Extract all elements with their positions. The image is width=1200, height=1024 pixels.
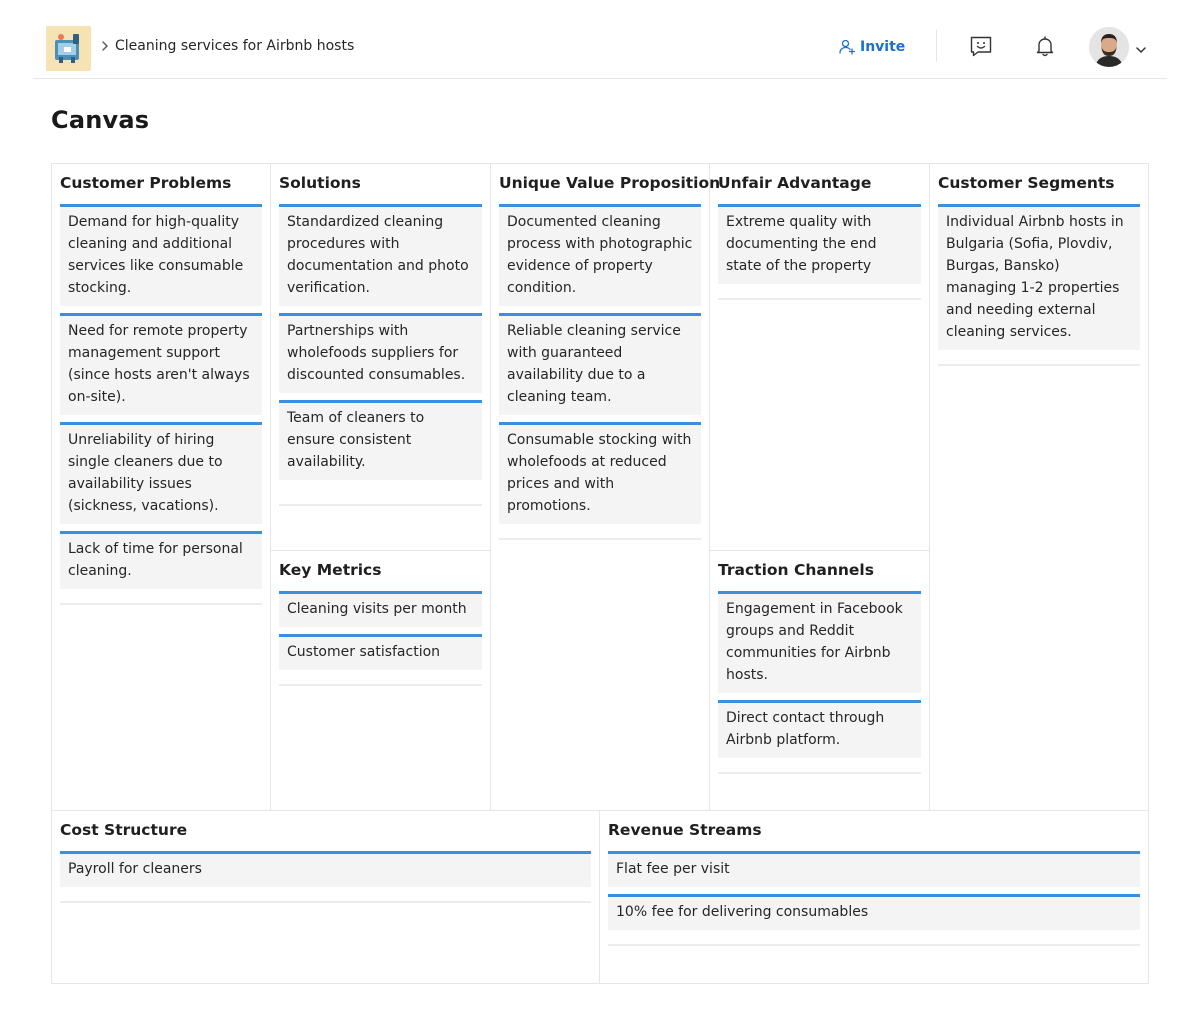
sticky-note[interactable]: Standardized cleaning procedures with documentation and photo verification. bbox=[279, 204, 482, 306]
sticky-note[interactable]: Direct contact through Airbnb platform. bbox=[718, 700, 921, 758]
sticky-note[interactable]: Partnerships with wholefoods suppliers for discounted consumables. bbox=[279, 313, 482, 393]
user-photo-icon bbox=[1089, 27, 1129, 67]
invite-label: Invite bbox=[860, 39, 906, 55]
block-cost-structure bbox=[52, 811, 599, 903]
block-title: Customer Problems bbox=[60, 174, 232, 192]
note-list bbox=[718, 591, 921, 774]
sticky-note[interactable]: Documented cleaning process with photographic evidence of property condition. bbox=[499, 204, 701, 306]
page-title: Canvas bbox=[51, 106, 150, 134]
note-list bbox=[499, 204, 701, 540]
block-customer-segments bbox=[930, 164, 1148, 366]
sticky-note[interactable]: Cleaning visits per month bbox=[279, 591, 482, 627]
project-thumbnail[interactable] bbox=[46, 26, 91, 71]
block-unfair-advantage bbox=[710, 164, 929, 300]
sticky-note[interactable]: Reliable cleaning service with guaranteed availability due to a cleaning team. bbox=[499, 313, 701, 415]
sticky-note[interactable]: Unreliability of hiring single cleaners due to availability issues (sickness, vacations). bbox=[60, 422, 262, 524]
note-list bbox=[279, 204, 482, 506]
sticky-note[interactable]: Demand for high-quality cleaning and additional services like consumable stocking. bbox=[60, 204, 262, 306]
block-title: Revenue Streams bbox=[608, 821, 762, 839]
note-list bbox=[60, 851, 591, 903]
breadcrumb-chevron-icon bbox=[98, 38, 112, 54]
block-title: Traction Channels bbox=[718, 561, 874, 579]
block-title: Customer Segments bbox=[938, 174, 1115, 192]
project-illustration-icon bbox=[46, 26, 91, 71]
account-menu-chevron-down-icon[interactable] bbox=[1134, 41, 1148, 53]
sticky-note[interactable]: Flat fee per visit bbox=[608, 851, 1140, 887]
sticky-note[interactable]: Customer satisfaction bbox=[279, 634, 482, 670]
block-key-metrics bbox=[271, 551, 490, 686]
note-list bbox=[279, 591, 482, 686]
add-user-icon bbox=[838, 38, 856, 56]
sticky-note[interactable]: Consumable stocking with wholefoods at reduced prices and with promotions. bbox=[499, 422, 701, 524]
sticky-note[interactable]: Team of cleaners to ensure consistent availability. bbox=[279, 400, 482, 480]
block-revenue-streams bbox=[600, 811, 1148, 946]
breadcrumb-project-title[interactable]: Cleaning services for Airbnb hosts bbox=[115, 38, 355, 54]
sticky-note[interactable]: Extreme quality with documenting the end state of the property bbox=[718, 204, 921, 284]
top-bar bbox=[33, 0, 1167, 79]
sticky-note[interactable]: Engagement in Facebook groups and Reddit communities for Airbnb hosts. bbox=[718, 591, 921, 693]
feedback-smiley-icon bbox=[969, 34, 993, 58]
sticky-note[interactable]: Lack of time for personal cleaning. bbox=[60, 531, 262, 589]
block-traction-channels bbox=[710, 551, 929, 774]
note-list bbox=[60, 204, 262, 605]
note-list bbox=[718, 204, 921, 300]
sticky-note[interactable]: Individual Airbnb hosts in Bulgaria (Sofia, Plovdiv, Burgas, Bansko) managing 1-2 properties and needing external cleaning services. bbox=[938, 204, 1140, 350]
block-title: Cost Structure bbox=[60, 821, 188, 839]
block-title: Unique Value Proposition bbox=[499, 174, 721, 192]
sticky-note[interactable]: 10% fee for delivering consumables bbox=[608, 894, 1140, 930]
notifications-button[interactable] bbox=[1032, 33, 1058, 59]
block-customer-problems bbox=[52, 164, 270, 605]
invite-button[interactable] bbox=[838, 34, 905, 60]
feedback-button[interactable] bbox=[968, 33, 994, 59]
lean-canvas-board bbox=[51, 163, 1149, 984]
block-title: Solutions bbox=[279, 174, 361, 192]
block-title: Key Metrics bbox=[279, 561, 382, 579]
note-list bbox=[608, 851, 1140, 946]
note-list bbox=[938, 204, 1140, 366]
sticky-note[interactable]: Payroll for cleaners bbox=[60, 851, 591, 887]
sticky-note[interactable]: Need for remote property management support (since hosts aren't always on-site). bbox=[60, 313, 262, 415]
bell-icon bbox=[1033, 34, 1057, 58]
header-divider bbox=[936, 30, 937, 62]
block-title: Unfair Advantage bbox=[718, 174, 872, 192]
block-solutions bbox=[271, 164, 490, 506]
block-unique-value-proposition bbox=[491, 164, 721, 540]
user-avatar[interactable] bbox=[1089, 27, 1129, 67]
